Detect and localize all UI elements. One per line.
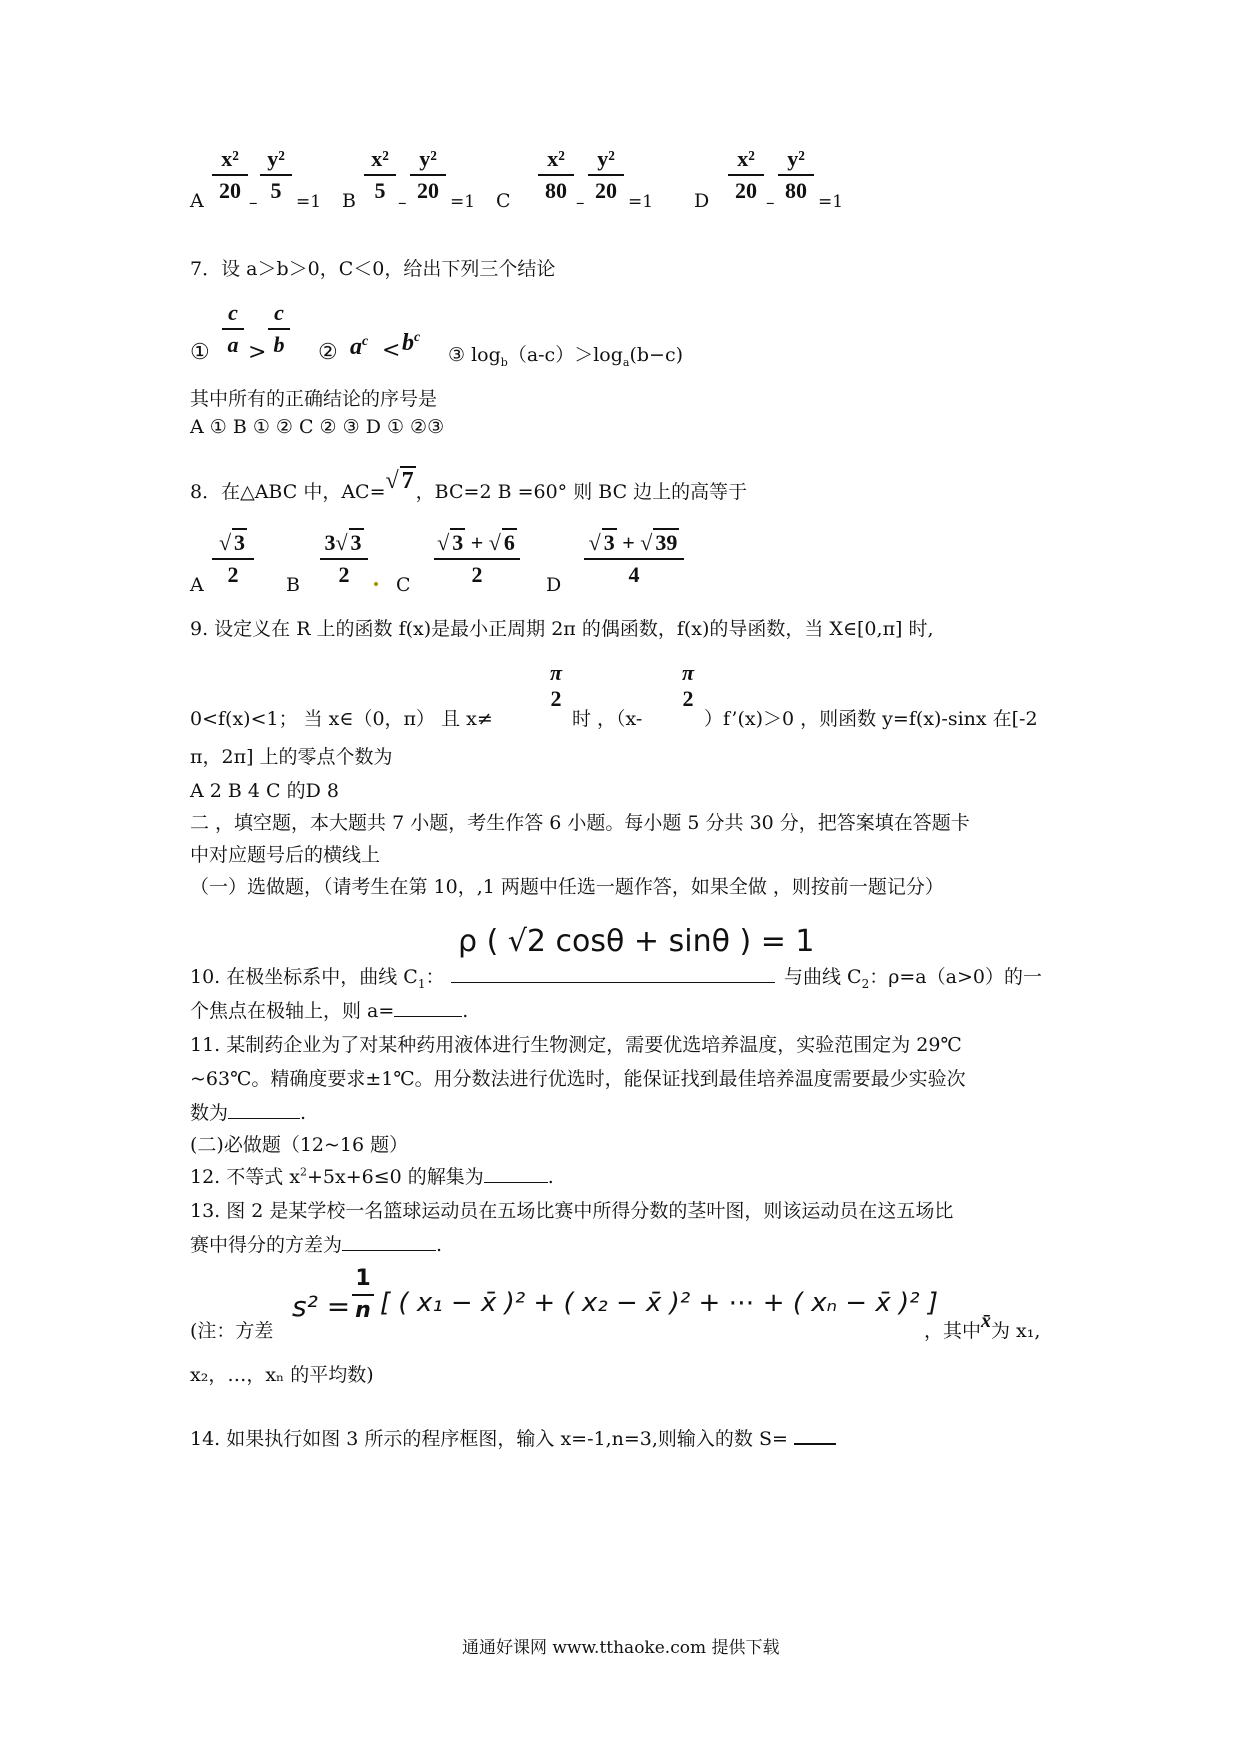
q8-option-b-fraction: 3√ 3 2 bbox=[320, 528, 368, 588]
q6-option-b-label: B bbox=[342, 190, 356, 212]
q8-option-a-fraction: √ 3 2 bbox=[212, 528, 254, 588]
section-2-heading-cont: 中对应题号后的横线上 bbox=[190, 844, 381, 866]
q6-option-d-label: D bbox=[694, 190, 710, 212]
q6-d-y-fraction: y² 80 bbox=[778, 146, 814, 204]
q7-frac-c-over-b: c b bbox=[268, 300, 290, 358]
section-2-heading: 二 ，填空题，本大题共 7 小题，考生作答 6 小题。每小题 5 分共 30 分，把答案填在答题卡 bbox=[190, 812, 970, 834]
q10-line-1: 10. 在极坐标系中，曲线 $C_1$： bbox=[190, 962, 775, 991]
q10-answer-blank[interactable] bbox=[394, 1000, 462, 1017]
q13-note: (注：方差 bbox=[190, 1320, 274, 1342]
q8-stem: 8．在△ABC 中，AC=√ 7 ，BC=2 B =60° 则 BC 边上的高等于 bbox=[190, 468, 748, 503]
q11-line-1: 11. 某制药企业为了对某种药用液体进行生物测定，需要优选培养温度，实验范围定为 29℃ bbox=[190, 1034, 962, 1056]
q14-line: 14. 如果执行如图 3 所示的程序框图，输入 x=-1,n=3,则输入的数 S= bbox=[190, 1424, 836, 1451]
q13-note-line-2: x₂，…，xₙ 的平均数) bbox=[190, 1364, 374, 1386]
q11-answer-blank[interactable] bbox=[228, 1102, 300, 1119]
stray-dot bbox=[374, 582, 378, 586]
q6-c-y-fraction: y² 20 bbox=[588, 146, 624, 204]
q14-answer-blank[interactable] bbox=[794, 1427, 836, 1445]
q10-polar-formula: ρ ( √2 cosθ + sinθ ) = 1 bbox=[458, 924, 815, 959]
page-footer: 通通好课网 www.tthaoke.com 提供下载 bbox=[462, 1638, 780, 1658]
q6-a-y-fraction: y² 5 bbox=[260, 146, 292, 204]
q9-line-1: 9. 设定义在 R 上的函数 f(x)是最小正周期 2π 的偶函数，f(x)的导函数，当 X∈[0,π] 时, bbox=[190, 618, 934, 640]
q13-line-2: 赛中得分的方差为 . bbox=[190, 1234, 443, 1256]
q7-stem: 7．设 a＞b＞0，C＜0，给出下列三个结论 bbox=[190, 258, 556, 280]
q6-b-x-fraction: x² 5 bbox=[364, 146, 396, 204]
q6-option-a-label: A bbox=[190, 190, 204, 212]
q8-option-d-fraction: √ 3 + √ 39 4 bbox=[584, 528, 684, 588]
q9-line-2: 0<f(x)<1； 当 x∈（0，π） 且 x≠ bbox=[190, 708, 493, 730]
q6-d-x-fraction: x² 20 bbox=[728, 146, 764, 204]
q10-formula-underline bbox=[451, 966, 775, 983]
optional-section-note: （一）选做题，（请考生在第 10，,1 两题中任选一题作答，如果全做 ，则按前一题记分） bbox=[190, 876, 944, 898]
q7-conclusion-3: ③ $\log_b(a-c)>\log_a(b-c)$ bbox=[448, 344, 684, 369]
q10-line-2: 个焦点在极轴上，则 a= . bbox=[190, 1000, 469, 1022]
q6-b-y-fraction: y² 20 bbox=[410, 146, 446, 204]
q9-line-3: π，2π] 上的零点个数为 bbox=[190, 746, 393, 768]
q6-c-x-fraction: x² 80 bbox=[538, 146, 574, 204]
q7-prompt: 其中所有的正确结论的序号是 bbox=[190, 388, 438, 410]
q13-answer-blank[interactable] bbox=[342, 1234, 436, 1251]
q9-answer-options: A 2 B 4 C 的D 8 bbox=[190, 780, 339, 802]
q11-line-2: ~63℃。精确度要求±1℃。用分数法进行优选时，能保证找到最佳培养温度需要最少实验次 bbox=[190, 1068, 966, 1090]
q8-option-c-fraction: √ 3 + √ 6 2 bbox=[434, 528, 520, 588]
q11-line-3: 数为 . bbox=[190, 1102, 307, 1124]
q6-option-c-label: C bbox=[496, 190, 511, 212]
q12-line: 12. 不等式 $x^2+5x+6\le 0$ 的解集为 . bbox=[190, 1165, 554, 1188]
q7-frac-c-over-a: c a bbox=[222, 300, 244, 358]
q9-pi-over-2-b: π 2 bbox=[681, 660, 694, 711]
q12-answer-blank[interactable] bbox=[484, 1166, 548, 1183]
required-section-title: (二)必做题（12~16 题） bbox=[190, 1134, 409, 1156]
q6-a-x-fraction: x² 20 bbox=[212, 146, 248, 204]
q7-answer-options: A ① B ① ② C ② ③ D ① ②③ bbox=[190, 416, 445, 438]
q9-pi-over-2-a: π 2 bbox=[549, 660, 562, 711]
q13-line-1: 13. 图 2 是某学校一名篮球运动员在五场比赛中所得分数的茎叶图，则该运动员在这五场比 bbox=[190, 1200, 954, 1222]
